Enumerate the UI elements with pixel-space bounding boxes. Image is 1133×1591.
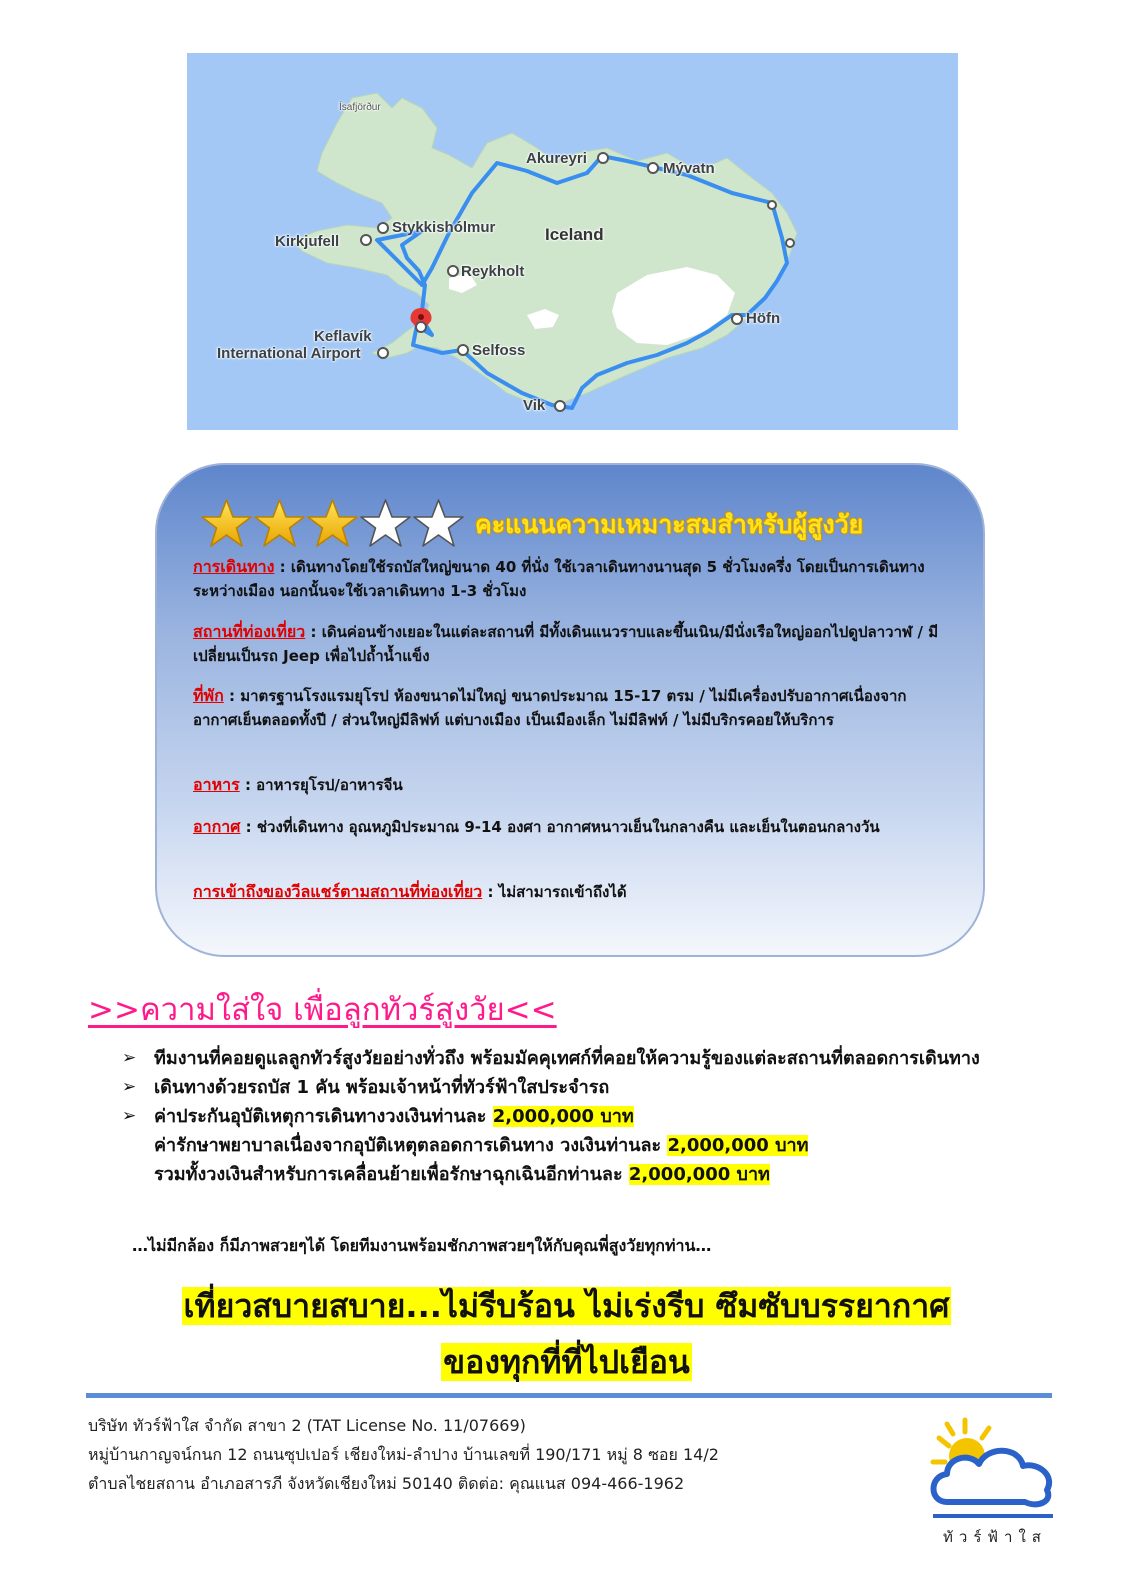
stop-reykjavik — [416, 322, 426, 332]
suitability-title: คะแนนความเหมาะสมสำหรับผู้สูงวัย — [475, 510, 864, 539]
star-filled-icon — [252, 497, 307, 552]
star-empty-icon — [358, 497, 413, 552]
stop-akureyri — [598, 153, 608, 163]
care-item-insurance — [124, 1102, 1024, 1189]
stop-stykkisholmur — [378, 223, 388, 233]
item-attractions — [193, 620, 943, 668]
label-myvatn: Mývatn — [663, 160, 715, 177]
stop-east2 — [786, 239, 794, 247]
item-label: การเข้าถึงของวีลแชร์ตามสถานที่ท่องเที่ยว — [193, 882, 483, 901]
medical-amount: 2,000,000 บาท — [667, 1135, 809, 1156]
route-map — [187, 53, 958, 430]
item-label: ที่พัก — [193, 686, 224, 705]
item-travel — [193, 555, 943, 603]
care-item-team — [124, 1044, 1024, 1073]
care-heading: >>ความใส่ใจ เพื่อลูกทัวร์สูงวัย<< — [88, 992, 557, 1028]
item-text: : มาตรฐานโรงแรมยุโรป ห้องขนาดไม่ใหญ่ ขนาดประมาณ 15-17 ตรม / ไม่มีเครื่องปรับอากาศเนื่องจากอากาศเย็นตลอดทั้งปี / ส่วนใหญ่มีลิฟท์ แต่บางเมือง เป็นเมืองเล็ก ไม่มีลิฟท์ / ไม่มีบริกรคอยให้บริการ — [193, 687, 907, 729]
iceland-landmass — [292, 93, 797, 405]
stop-myvatn — [648, 163, 658, 173]
camera-note: …ไม่มีกล้อง ก็มีภาพสวยๆได้ โดยทีมงานพร้อมชักภาพสวยๆให้กับคุณพี่สูงวัยทุกท่าน… — [132, 1236, 712, 1255]
arrow-bullet-icon: ➢ — [122, 1077, 137, 1097]
arrow-bullet-icon: ➢ — [122, 1106, 137, 1126]
care-list — [124, 1044, 1024, 1189]
item-food — [193, 773, 943, 797]
label-keflavik: Keflavík — [314, 328, 372, 345]
label-iceland: Iceland — [545, 225, 604, 244]
item-accommodation — [193, 684, 943, 732]
item-text: : เดินทางโดยใช้รถบัสใหญ่ขนาด 40 ที่นั่ง ใช้เวลาเดินทางนานสุด 5 ชั่วโมงครึ่ง โดยเป็นการเดินทางระหว่างเมือง นอกนั้นจะใช้เวลาเดินทาง 1-3 ชั่วโมง — [193, 558, 925, 600]
item-weather — [193, 815, 943, 839]
star-filled-icon — [305, 497, 360, 552]
stop-selfoss — [458, 345, 468, 355]
slogan-line1: เที่ยวสบายสบาย...ไม่รีบร้อน ไม่เร่งรีบ ซึมซับบรรยากาศ — [183, 1287, 950, 1325]
item-text: : เดินค่อนข้างเยอะในแต่ละสถานที่ มีทั้งเดินแนวราบและขึ้นเนิน/มีนั่งเรือใหญ่ออกไปดูปลาวาฬ / มีเปลี่ยนเป็นรถ Jeep เพื่อไปถ้ำน้ำแข็ง — [193, 623, 939, 665]
suitability-panel — [155, 463, 985, 957]
insurance-amount: 2,000,000 บาท — [492, 1106, 634, 1127]
star-filled-icon — [199, 497, 254, 552]
address-line: หมู่บ้านกาญจน์กนก 12 ถนนซุปเปอร์ เชียงใหม่-ลำปาง บ้านเลขที่ 190/171 หมู่ 8 ซอย 14/2 — [88, 1445, 719, 1464]
stop-keflavik — [378, 348, 388, 358]
label-hofn: Höfn — [746, 310, 781, 327]
company-line: บริษัท ทัวร์ฟ้าใส จำกัด สาขา 2 (TAT License No. 11/07669) — [88, 1416, 526, 1435]
label-isafjordur: Ísafjörður — [339, 102, 381, 113]
care-item-bus — [124, 1073, 1024, 1102]
label-stykkisholmur: Stykkishólmur — [392, 219, 496, 236]
label-akureyri: Akureyri — [526, 150, 587, 167]
item-label: อาหาร — [193, 775, 240, 794]
stop-kirkjufell — [361, 235, 371, 245]
stop-hofn — [732, 314, 742, 324]
contact-line: ตำบลไชยสถาน อำเภอสารภี จังหวัดเชียงใหม่ 50140 ติดต่อ: คุณแนส 094-466-1962 — [88, 1474, 685, 1493]
arrow-bullet-icon: ➢ — [122, 1048, 137, 1068]
insurance-text: ค่าประกันอุบัติเหตุการเดินทางวงเงินท่านละ — [154, 1106, 493, 1127]
label-keflavik-airport: International Airport — [217, 345, 361, 362]
stop-vik — [555, 401, 565, 411]
label-selfoss: Selfoss — [472, 342, 526, 359]
stop-east — [768, 201, 776, 209]
label-reykholt: Reykholt — [461, 263, 525, 280]
item-text: : ไม่สามารถเข้าถึงได้ — [482, 883, 627, 901]
logo-text: ทัวร์ฟ้าใส — [943, 1528, 1047, 1546]
footer-divider — [86, 1393, 1052, 1398]
item-wheelchair — [193, 880, 943, 904]
label-vik: Vik — [523, 397, 546, 414]
label-kirkjufell: Kirkjufell — [275, 233, 340, 250]
rating-stars — [199, 497, 464, 552]
care-text: เดินทางด้วยรถบัส 1 คัน พร้อมเจ้าหน้าที่ทัวร์ฟ้าใสประจำรถ — [154, 1077, 610, 1098]
evacuation-amount: 2,000,000 บาท — [628, 1164, 770, 1185]
care-text: ทีมงานที่คอยดูแลลูกทัวร์สูงวัยอย่างทั่วถึง พร้อมมัคคุเทศก์ที่คอยให้ความรู้ของแต่ละสถานที่ตลอดการเดินทาง — [154, 1048, 980, 1069]
item-text: : อาหารยุโรป/อาหารจีน — [239, 776, 403, 794]
medical-text: ค่ารักษาพยาบาลเนื่องจากอุบัติเหตุตลอดการเดินทาง วงเงินท่านละ — [154, 1135, 668, 1156]
star-empty-icon — [411, 497, 466, 552]
item-label: การเดินทาง — [193, 557, 275, 576]
item-label: สถานที่ท่องเที่ยว — [193, 622, 306, 641]
item-label: อากาศ — [193, 817, 241, 836]
sun-cloud-logo-icon — [925, 1410, 1060, 1522]
evacuation-text: รวมทั้งวงเงินสำหรับการเคลื่อนย้ายเพื่อรักษาฉุกเฉินอีกท่านละ — [154, 1164, 629, 1185]
stop-reykholt — [448, 266, 458, 276]
item-text: : ช่วงที่เดินทาง อุณหภูมิประมาณ 9-14 องศา อากาศหนาวเย็นในกลางคืน และเย็นในตอนกลางวัน — [240, 818, 880, 836]
slogan-line2: ของทุกที่ที่ไปเยือน — [443, 1343, 690, 1381]
slogan — [60, 1278, 1073, 1390]
